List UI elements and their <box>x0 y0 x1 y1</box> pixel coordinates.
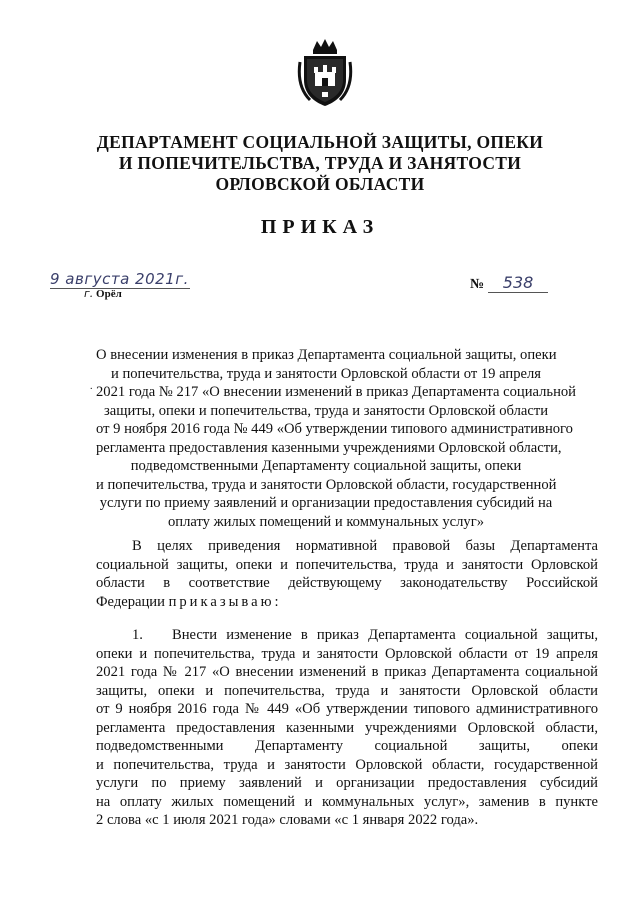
order-verb: приказываю: <box>168 593 282 610</box>
subject-line: защиты, опеки и попечительства, труда и занятости Орловской области <box>103 402 549 419</box>
item-1-line: услуги по приему заявлений и организации предоставления субсидий <box>96 775 598 791</box>
subject-line: регламента предоставления казенными учреждениями Орловской области, <box>96 439 562 456</box>
item-1-line: Внести изменение в приказ Департамента социальной защиты, <box>172 627 598 643</box>
preamble-line: области в соответствие действующему законодательству Российской <box>96 575 598 591</box>
subject-line: оплату жилых помещений и коммунальных услуг» <box>167 513 485 530</box>
item-1-paragraph <box>96 626 598 830</box>
header-line: ДЕПАРТАМЕНТ СОЦИАЛЬНОЙ ЗАЩИТЫ, ОПЕКИ <box>96 132 544 152</box>
item-1-line: подведомственными Департаменту социальной защиты, опеки <box>96 738 598 754</box>
subject-line: от 9 ноября 2016 года № 449 «Об утверждении типового административного <box>96 421 573 437</box>
margin-mark: . <box>90 381 93 392</box>
coat-of-arms-emblem <box>296 36 354 108</box>
header-line: ОРЛОВСКОЙ ОБЛАСТИ <box>215 174 425 194</box>
order-subject <box>96 346 576 531</box>
handwritten-number: 538 <box>488 273 548 293</box>
preamble-last-line <box>96 593 598 612</box>
subject-line: и попечительства, труда и занятости Орловской области от 19 апреля <box>110 365 541 382</box>
item-1-line: и попечительства, труда и занятости Орловской области, государственной <box>96 756 598 773</box>
number-sign: № <box>470 277 485 292</box>
item-1-last-line: 2 слова «с 1 июля 2021 года» словами «с 1 января 2022 года». <box>96 812 479 828</box>
order-number <box>470 273 548 293</box>
item-1-line: регламента предоставления казенными учреждениями Орловской области, <box>96 719 598 736</box>
city-name: Орёл <box>96 288 122 300</box>
subject-line: услуги по приему заявлений и организации предоставления субсидий на <box>99 495 553 511</box>
item-1-line: 2021 года № 217 «О внесении изменений в приказ Департамента социальной <box>96 664 598 680</box>
item-number: 1. <box>132 627 143 643</box>
subject-line: 2021 года № 217 «О внесении изменений в приказ Департамента социальной <box>96 384 576 400</box>
subject-line: О внесении изменения в приказ Департамента социальной защиты, опеки <box>96 347 557 363</box>
item-1-line: на оплату жилых помещений и коммунальных услуг», заменив в пункте <box>96 793 598 810</box>
handwritten-date: 9 августа 2021г. <box>50 270 189 288</box>
item-1-first-line <box>96 626 598 645</box>
preamble-line: В целях приведения нормативной правовой базы Департамента <box>132 538 598 554</box>
preamble-last-prefix: Федерации <box>96 593 165 610</box>
preamble-paragraph <box>96 537 598 611</box>
item-1-line: от 9 ноября 2016 года № 449 «Об утверждении типового административного <box>96 701 598 717</box>
item-1-line: защиты, опеки и попечительства, труда и занятости Орловской области <box>96 682 598 699</box>
department-header <box>60 132 580 195</box>
city-prefix: г. <box>84 287 94 300</box>
subject-line: и попечительства, труда и занятости Орловской области, государственной <box>96 476 557 493</box>
item-1-line: опеки и попечительства, труда и занятости Орловской области от 19 апреля <box>96 645 598 662</box>
subject-line: подведомственными Департаменту социальной защиты, опеки <box>130 458 522 474</box>
header-line: И ПОПЕЧИТЕЛЬСТВА, ТРУДА И ЗАНЯТОСТИ <box>118 153 522 173</box>
city-label <box>84 287 122 300</box>
document-type-title: ПРИКАЗ <box>260 216 380 238</box>
preamble-line: социальной защиты, опеки и попечительства, труда и занятости Орловской <box>96 556 598 573</box>
